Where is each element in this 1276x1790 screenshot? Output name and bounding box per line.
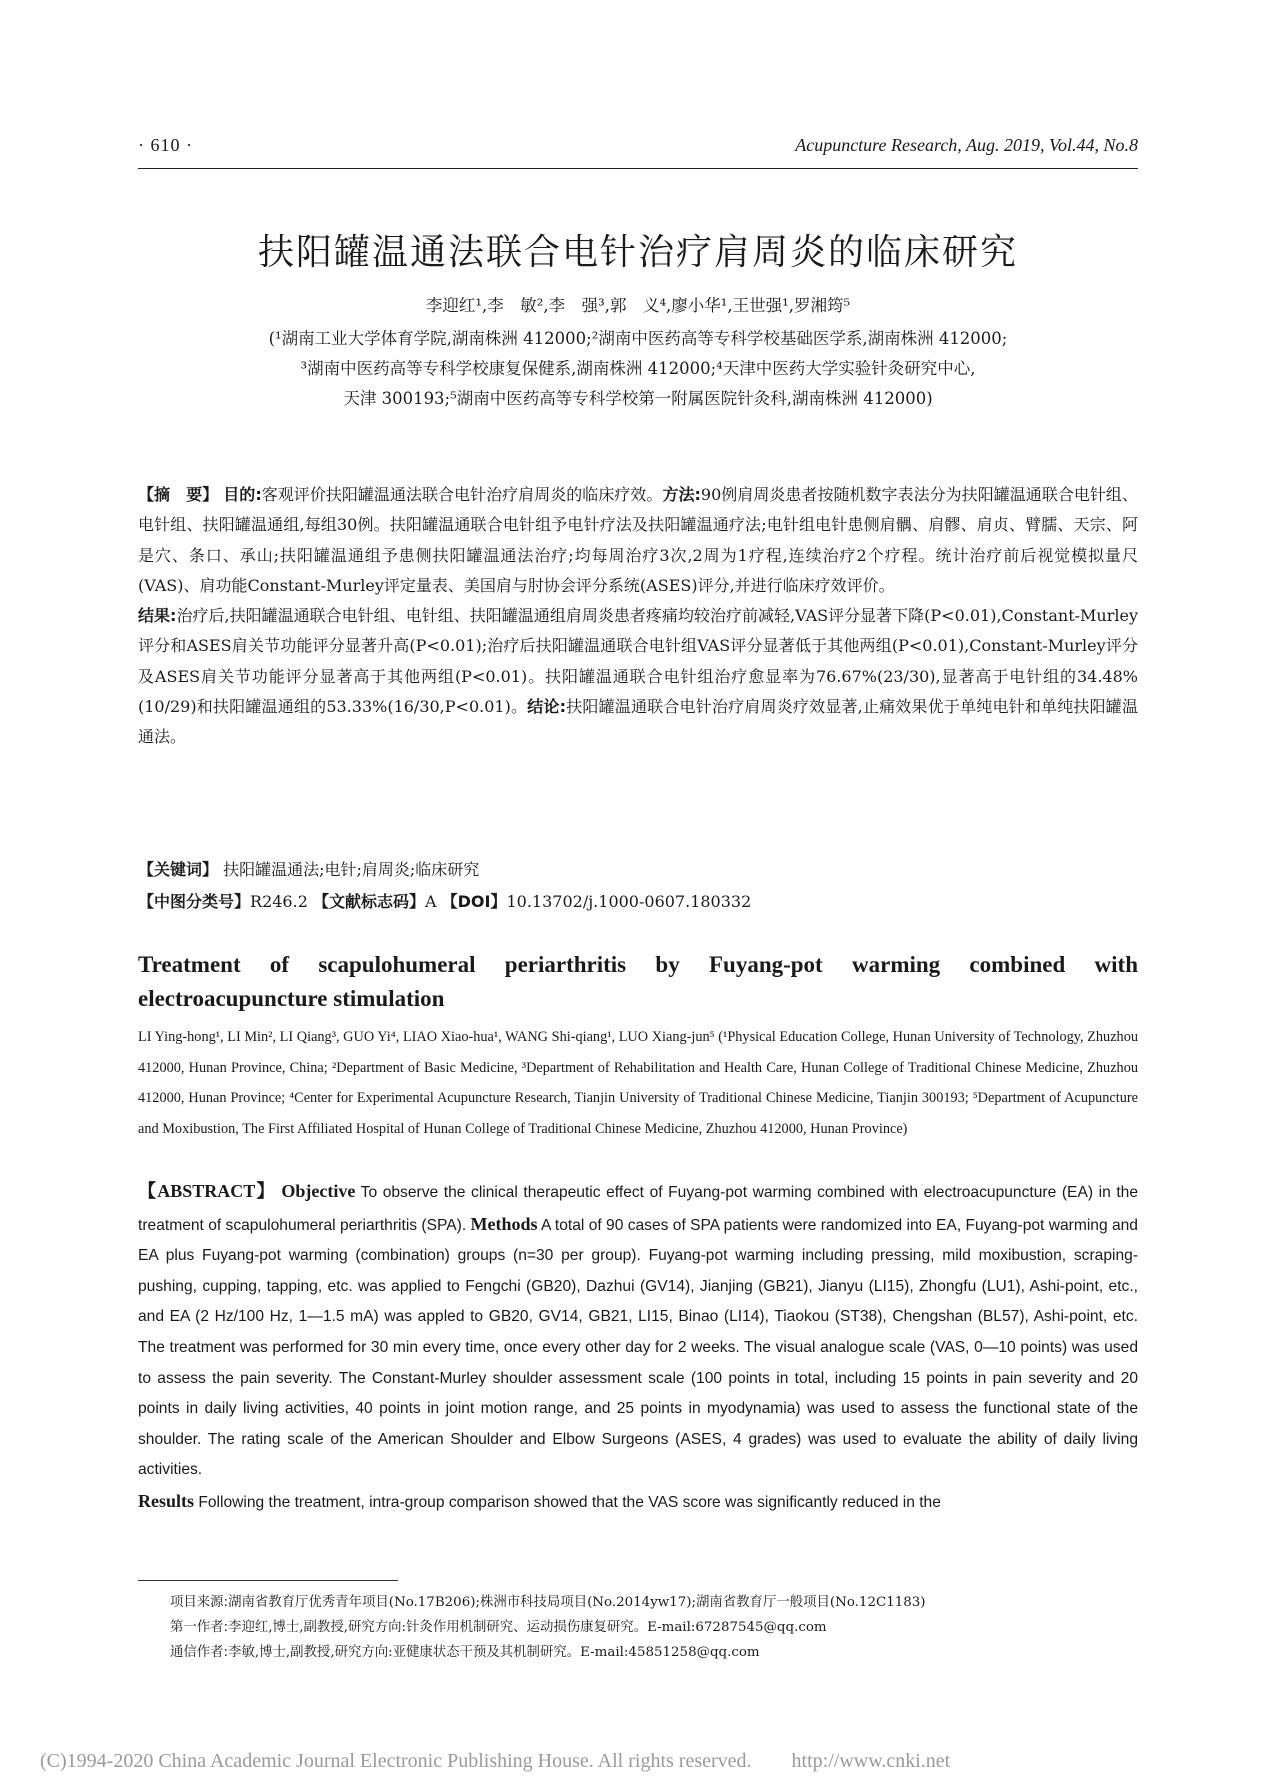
chinese-authors: 李迎红¹,李 敏²,李 强³,郭 义⁴,廖小华¹,王世强¹,罗湘筠⁵ <box>425 296 851 315</box>
first-author-text: 李迎红,博士,副教授,研究方向:针灸作用机制研究、运动损伤康复研究。E-mail:67287545@qq.com <box>228 1620 827 1635</box>
footnote-rule <box>138 1580 398 1581</box>
keywords-label: 【关键词】 <box>138 860 219 879</box>
english-authors: LI Ying-hong¹, LI Min², LI Qiang³, GUO Yi⁴, LIAO Xiao-hua¹, WANG Shi-qiang¹, LUO Xiang-jun⁵ (¹Physical Education College, Hunan University of Technology, Zhuzhou 412000, Hunan Province, China; ²Department of Basic Medicine, ³Department of Rehabilitation and Health Care, Hunan College of Traditional Chinese Medicine, Zhuzhou 412000, Hunan Province; ⁴Center for Experimental Acupuncture Research, Tianjin University of Traditional Chinese Medicine, Tianjin 300193; ⁵Department of Acupuncture and Moxibustion, The First Affiliated Hospital of Hunan College of Traditional Chinese Medicine, Zhuzhou 412000, Hunan Province) <box>138 1029 1138 1137</box>
methods-label: 方法: <box>662 485 701 504</box>
en-objective-text: To observe the clinical therapeutic effect of Fuyang-pot warming combined with electroacupuncture (EA) in the treatment of scapulohumeral periarthritis (SPA). <box>138 1184 1139 1234</box>
english-title: Treatment of scapulohumeral periarthritis by Fuyang-pot warming combined with electroacupuncture stimulation <box>138 952 1138 1011</box>
funding-label: 项目来源: <box>170 1595 229 1610</box>
doc-code-value: A <box>424 892 437 911</box>
clc-value: R246.2 <box>250 892 308 911</box>
objective-label: 目的: <box>223 485 262 504</box>
keywords-text: 扶阳罐温通法;电针;肩周炎;临床研究 <box>223 860 480 879</box>
methods-text: 90例肩周炎患者按随机数字表法分为扶阳罐温通联合电针组、电针组、扶阳罐温通组,每组30例。扶阳罐温通联合电针组予电针疗法及扶阳罐温通疗法;电针组电针患侧肩髃、肩髎、肩贞、臂臑、天宗、阿是穴、条口、承山;扶阳罐温通组予患侧扶阳罐温通法治疗;均每周治疗3次,2周为1疗程,连续治疗2个疗程。统计治疗前后视觉模拟量尺(VAS)、肩功能Constant-Murley评定量表、美国肩与肘协会评分系统(ASES)评分,并进行临床疗效评价。 <box>138 485 1138 595</box>
running-header <box>138 135 1138 161</box>
journal-reference: Acupuncture Research, Aug. 2019, Vol.44, No.8 <box>795 135 1138 155</box>
clc-label: 【中图分类号】 <box>138 892 251 911</box>
classification-line <box>138 889 1138 912</box>
en-objective-label: Objective <box>281 1181 356 1201</box>
chinese-title: 扶阳罐温通法联合电针治疗肩周炎的临床研究 <box>257 232 1018 273</box>
doc-code-label: 【文献标志码】 <box>312 892 425 911</box>
results-label: 结果: <box>138 606 177 626</box>
header-rule <box>138 168 1138 169</box>
chinese-abstract <box>138 480 1138 753</box>
keywords-line <box>138 857 1138 880</box>
affiliation-line: (¹湖南工业大学体育学院,湖南株洲 412000;²湖南中医药高等专科学校基础医学系,湖南株洲 412000; <box>268 329 1008 348</box>
affiliation-line: 天津 300193;⁵湖南中医药高等专科学校第一附属医院针灸科,湖南株洲 412000) <box>343 389 933 408</box>
corresponding-label: 通信作者: <box>170 1645 229 1660</box>
doi-value: 10.13702/j.1000-0607.180332 <box>506 892 752 911</box>
conclusion-text: 扶阳罐温通联合电针治疗肩周炎疗效显著,止痛效果优于单纯电针和单纯扶阳罐温通法。 <box>138 697 1138 747</box>
en-results-text: Following the treatment, intra-group comparison showed that the VAS score was significantly reduced in the <box>198 1493 941 1511</box>
funding-footnote <box>170 1590 1138 1615</box>
first-author-label: 第一作者: <box>170 1620 229 1635</box>
chinese-affiliations <box>138 324 1138 414</box>
abstract-label: 【摘 要】 <box>138 485 219 504</box>
results-text: 治疗后,扶阳罐温通联合电针组、电针组、扶阳罐温通组肩周炎患者疼痛均较治疗前减轻,VAS评分显著下降(P<0.01),Constant-Murley评分和ASES肩关节功能评分显著升高(P<0.01);治疗后扶阳罐温通联合电针组VAS评分显著低于其他两组(P<0.01),Constant-Murley评分及ASES肩关节功能评分显著高于其他两组(P<0.01)。扶阳罐温通联合电针组治疗愈显率为76.67%(23/30),显著高于电针组的34.48%(10/29)和扶阳罐温通组的53.33%(16/30,P<0.01)。 <box>138 606 1138 717</box>
en-methods-label: Methods <box>470 1213 538 1234</box>
objective-text: 客观评价扶阳罐温通法联合电针治疗肩周炎的临床疗效。 <box>261 485 663 504</box>
conclusion-label: 结论: <box>527 697 566 717</box>
corresponding-author-footnote <box>170 1640 1138 1665</box>
en-results-label: Results <box>138 1490 195 1511</box>
copyright-notice: (C)1994-2020 China Academic Journal Electronic Publishing House. All rights reserved. http://www.cnki.net <box>40 1750 951 1772</box>
page-number: · 610 · <box>138 135 193 155</box>
corresponding-text: 李敏,博士,副教授,研究方向:亚健康状态干预及其机制研究。E-mail:45851258@qq.com <box>228 1645 760 1660</box>
first-author-footnote <box>170 1615 1138 1640</box>
affiliation-line: ³湖南中医药高等专科学校康复保健系,湖南株洲 412000;⁴天津中医药大学实验针灸研究中心, <box>300 359 976 378</box>
doi-label: 【DOI】 <box>441 892 507 911</box>
footnotes <box>170 1590 1138 1665</box>
funding-text: 湖南省教育厅优秀青年项目(No.17B206);株洲市科技局项目(No.2014yw17);湖南省教育厅一般项目(No.12C1183) <box>228 1595 926 1610</box>
en-methods-text: A total of 90 cases of SPA patients were randomized into EA, Fuyang-pot warming and EA plus Fuyang-pot warming (combination) groups (n=30 per group). Fuyang-pot warming including pressing, mild moxibustion, scraping-pushing, cupping, tapping, etc. was applied to Fengchi (GB20), Dazhui (GV14), Jianjing (GB21), Jianyu (LI15), Zhongfu (LU1), Ashi-point, etc., and EA (2 Hz/100 Hz, 1—1.5 mA) was appled to GB20, GV14, GB21, LI15, Binao (LI14), Tiaokou (ST38), Chengshan (BL57), Ashi-point, etc. The treatment was performed for 30 min every time, once every other day for 2 weeks. The visual analogue scale (VAS, 0—10 points) was used to assess the pain severity. The Constant-Murley shoulder assessment scale (100 points in total, including 15 points in pain severity and 20 points in daily living activities, 40 points in joint motion range, and 25 points in myodynamia) was used to assess the functional state of the shoulder. The rating scale of the American Shoulder and Elbow Surgeons (ASES, 4 grades) was used to evaluate the ability of daily living activities. <box>138 1216 1138 1479</box>
english-abstract <box>138 1176 1138 1519</box>
en-abstract-label: 【ABSTRACT】 <box>138 1181 276 1201</box>
